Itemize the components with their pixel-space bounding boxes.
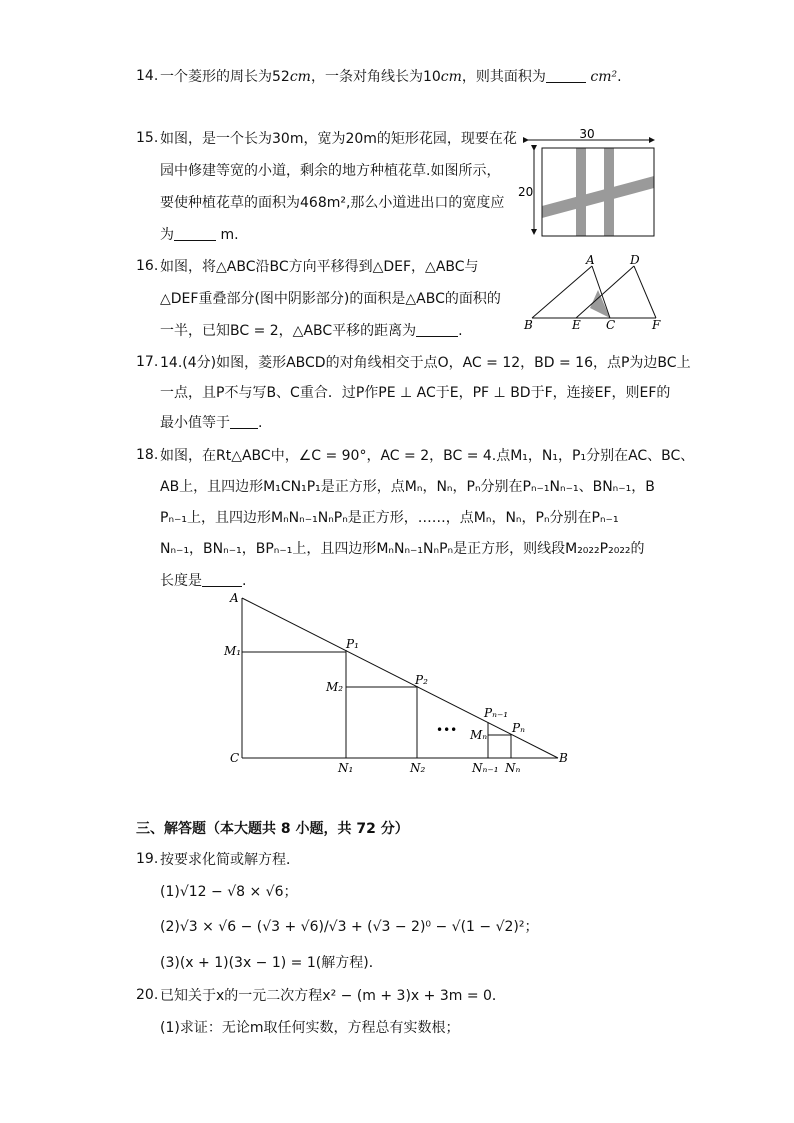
- side-AB: [242, 598, 558, 758]
- width-label: 30: [579, 128, 595, 141]
- section-title: 三、解答题（本大题共 8 小题，共 72 分）: [136, 821, 409, 837]
- sub-question-2: (2)√3 × √6 − (√3 + √6)/√3 + (√3 − 2)⁰ − √(1 − √2)²；: [160, 919, 539, 935]
- label-D: D: [630, 253, 640, 267]
- question-line: 已知关于x的一元二次方程x² − (m + 3)x + 3m = 0．: [160, 988, 506, 1004]
- sub-question-3: (3)(x + 1)(3x − 1) = 1(解方程)．: [160, 955, 383, 971]
- question-line: 如图，将△ABC沿BC方向平移得到△DEF，△ABC与: [160, 259, 479, 275]
- question-line: 为 m.: [160, 227, 239, 243]
- label-C: C: [606, 318, 616, 332]
- question-line: 按要求化简或解方程．: [160, 852, 300, 868]
- label-B: B: [524, 318, 533, 332]
- label-B: B: [559, 751, 568, 765]
- question-line: 要使种植花草的面积为468m²,那么小道进出口的宽度应: [160, 195, 505, 211]
- label-E: E: [572, 318, 581, 332]
- question-line: Pₙ₋₁上，且四边形MₙNₙ₋₁NₙPₙ是正方形，……，点Mₙ，Nₙ，Pₙ分别在Pₙ₋₁: [160, 510, 619, 526]
- label-Pn: Pₙ: [512, 721, 525, 735]
- squares-figure: [222, 590, 582, 776]
- question-number: 14.: [136, 68, 159, 84]
- question-line: 14.(4分)如图，菱形ABCD的对角线相交于点O，AC = 12，BD = 16，点P为边BC上: [160, 355, 691, 371]
- question-line: 一点，且P不与写B、C重合．过P作PE ⊥ AC于E，PF ⊥ BD于F，连接EF，则EF的: [160, 385, 671, 401]
- answer-blank[interactable]: [174, 226, 216, 241]
- label-Nn-1: Nₙ₋₁: [472, 761, 499, 775]
- square-n: [488, 735, 511, 758]
- answer-blank[interactable]: [202, 572, 242, 587]
- question-line: 园中修建等宽的小道，剩余的地方种植花草.如图所示，: [160, 163, 501, 179]
- question-line: 长度是 .: [160, 573, 247, 589]
- path-vertical-2: [604, 148, 614, 236]
- overlap-shade: [590, 290, 610, 318]
- ellipsis-dots: •••: [436, 723, 458, 737]
- label-P2: P₂: [415, 673, 428, 687]
- translation-figure: [518, 252, 668, 332]
- garden-figure: [514, 128, 660, 240]
- label-N2: N₂: [410, 761, 426, 775]
- sub-question-1: (1)求证：无论m取任何实数，方程总有实数根；: [160, 1020, 460, 1036]
- question-text: 一个菱形的周长为52cm，一条对角线长为10cm，则其面积为 cm².: [160, 69, 622, 85]
- answer-blank[interactable]: [230, 414, 258, 429]
- question-line: △DEF重叠部分(图中阴影部分)的面积是△ABC的面积的: [160, 291, 501, 307]
- question-line: AB上，且四边形M₁CN₁P₁是正方形，点Mₙ，Nₙ，Pₙ分别在Pₙ₋₁Nₙ₋₁、BNₙ₋₁，B: [160, 479, 655, 495]
- sub-question-1: (1)√12 − √8 × √6；: [160, 884, 298, 900]
- question-number: 20.: [136, 987, 159, 1003]
- label-Pn-1: Pₙ₋₁: [484, 706, 509, 720]
- question-number: 18.: [136, 447, 159, 463]
- question-number: 16.: [136, 258, 159, 274]
- question-number: 15.: [136, 130, 159, 146]
- label-A: A: [586, 253, 595, 267]
- question-line: 一半，已知BC = 2，△ABC平移的距离为 .: [160, 323, 463, 339]
- label-N1: N₁: [338, 761, 354, 775]
- question-number: 19.: [136, 851, 159, 867]
- label-M2: M₂: [326, 680, 344, 694]
- answer-blank[interactable]: [546, 68, 586, 83]
- question-line: Nₙ₋₁，BNₙ₋₁，BPₙ₋₁上，且四边形MₙNₙ₋₁NₙPₙ是正方形，则线段M₂₀₂₂P₂₀₂₂的: [160, 541, 645, 557]
- label-A: A: [230, 591, 239, 605]
- label-Mn: Mₙ: [470, 728, 488, 742]
- path-vertical-1: [576, 148, 586, 236]
- question-number: 17.: [136, 354, 159, 370]
- label-Nn: Nₙ: [505, 761, 521, 775]
- question-line: 如图，是一个长为30m，宽为20m的矩形花园，现要在花: [160, 131, 517, 147]
- height-label: 20: [518, 185, 534, 199]
- label-M1: M₁: [224, 644, 242, 658]
- answer-blank[interactable]: [416, 322, 458, 337]
- question-line: 最小值等于 .: [160, 415, 263, 431]
- label-P1: P₁: [346, 637, 359, 651]
- label-C: C: [230, 751, 240, 765]
- question-line: 如图，在Rt△ABC中，∠C = 90°，AC = 2，BC = 4.点M₁，N₁，P₁分别在AC、BC、: [160, 448, 695, 464]
- label-F: F: [652, 318, 661, 332]
